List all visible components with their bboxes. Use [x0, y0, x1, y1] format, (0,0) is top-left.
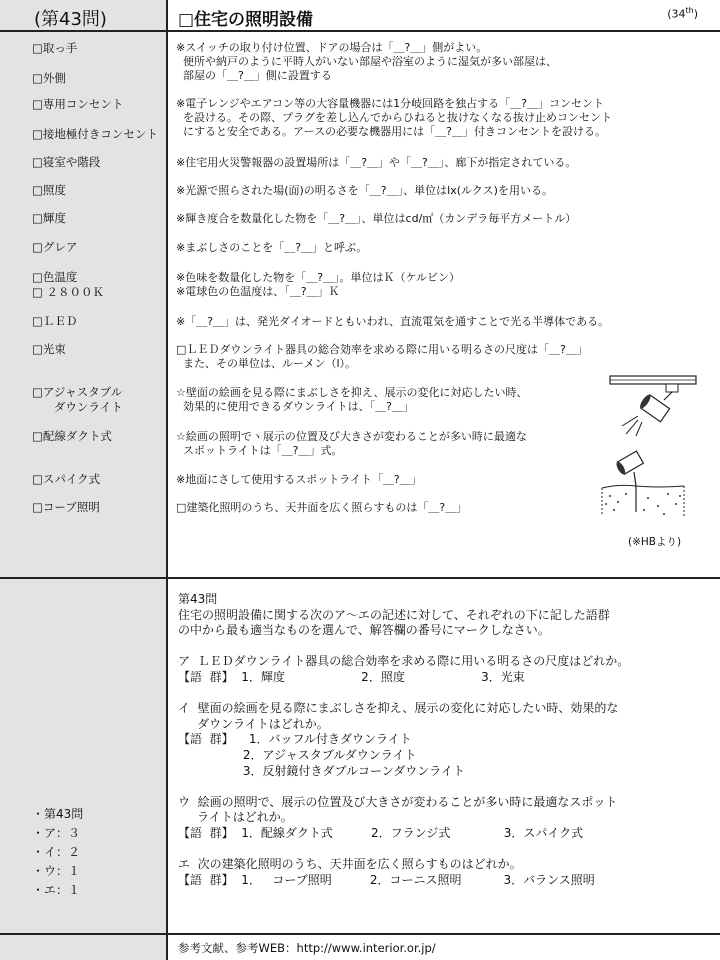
keyword-doorside: □取っ手 □外側 — [32, 41, 78, 85]
keyword-luminance: □輝度 — [32, 211, 66, 225]
desc-luminous-flux: □ＬＥＤダウンライト器具の総合効率を求める際に用いる明るさの尺度は「＿?＿」 また、その単位は、ルーメン（l）。 — [176, 343, 588, 370]
question-number: (第43問) — [34, 9, 107, 30]
keyword-bedroom-stairs: □寝室や階段 — [32, 155, 101, 169]
desc-adjustable-downlight: ☆壁面の絵画を見る際にまぶしさを抑え、展示の変化に対応したい時、 効果的に使用できるダウンライトは、「＿?＿」 — [176, 386, 528, 413]
reference-footer: 参考文献、参考WEB：http://www.interior.or.jp/ — [178, 941, 436, 955]
desc-glare: ※まぶしさのことを「＿?＿」と呼ぶ。 — [176, 241, 368, 254]
keyword-illuminance: □照度 — [32, 183, 66, 197]
keyword-color-temperature: □色温度 □ ２８００Ｋ — [32, 270, 105, 299]
page-reference: (34th) — [667, 6, 698, 21]
desc-luminance: ※輝き度合を数量化した物を「＿?＿」、単位はcd/㎡（カンデラ毎平方メートル） — [176, 212, 577, 225]
desc-outlet: ※電子レンジやエアコン等の大容量機器には1分岐回路を独占する「＿?＿」コンセント を設ける。その際、プラグを差し込んでからひねると抜けなくなる抜け止めコンセント にすると安全である。アースの必要な機器用には「＿?＿」付きコンセントを設ける。 — [176, 97, 612, 138]
keyword-outlet: □専用コンセント □接地極付きコンセント — [32, 97, 158, 141]
desc-fire-alarm: ※住宅用火災警報器の設置場所は「＿?＿」や「＿?＿」、廊下が指定されている。 — [176, 156, 577, 169]
track-spotlight-illustration — [608, 370, 698, 440]
desc-spike: ※地面にさして使用するスポットライト「＿?＿」 — [176, 473, 422, 486]
desc-illuminance: ※光源で照らされた場(面)の明るさを「＿?＿」、単位はlx(ルクス)を用いる。 — [176, 184, 553, 197]
question-block — [178, 592, 629, 888]
desc-led: ※「＿?＿」は、発光ダイオードともいわれ、直流電気を通すことで光る半導体である。 — [176, 315, 610, 328]
answer-list: ・第43問 ・ア：３ ・イ：２ ・ウ：１ ・エ：１ — [32, 807, 84, 897]
footer-divider — [0, 933, 720, 935]
spike-spotlight-illustration — [598, 446, 688, 520]
keyword-glare: □グレア — [32, 240, 78, 254]
desc-switch-position: ※スイッチの取り付け位置、ドアの場合は「＿?＿」側がよい。 便所や納戸のように平時人がいない部屋や浴室のように湿気が多い部屋は、 部屋の「＿?＿」側に設置する — [176, 41, 557, 82]
keyword-wiring-duct: □配線ダクト式 — [32, 429, 112, 443]
question-text: 住宅の照明設備に関する次のア～エの記述に対して、それぞれの下に記した語群 の中から最も適当なものを選んで、解答欄の番号にマークしなさい。 ア ＬＥＤダウンライト器具の総合効率を求める際に用いる明るさの尺度はどれか。 【語 群】 1．輝度 2．照度 3．光束 イ 壁面の絵画を見る際にまぶしさを抑え、展示の変化に対応したい時、効果的な ダウンライトはどれか。 【語 群】 1．バッフル付きダウンライト 2．アジャスタブルダウンライト 3．反射鏡付きダブルコーンダウンライト ウ 絵画の照明で、展示の位置及び大きさが変わることが多い時に最適なスポット ライトはどれか。 【語 群】 1．配線ダクト式 2．フランジ式 3．スパイク式 エ 次の建築化照明のうち、天井面を広く照らすものはどれか。 【語 群】 1． コーブ照明 2．コーニス照明 3．バランス照明 — [178, 607, 630, 887]
section-divider — [0, 577, 720, 579]
keyword-luminous-flux: □光束 — [32, 342, 66, 356]
page-title: □住宅の照明設備 — [178, 10, 314, 30]
question-heading: 第43問 — [178, 592, 218, 606]
header-divider — [0, 30, 720, 32]
column-divider — [166, 0, 168, 960]
keyword-led: □ＬＥＤ — [32, 314, 78, 328]
image-credit: (※HBより) — [628, 536, 682, 548]
keyword-adjustable-downlight: □アジャスタブル ダウンライト — [32, 385, 123, 414]
keyword-spike: □スパイク式 — [32, 472, 101, 486]
desc-wiring-duct: ☆絵画の照明でヽ展示の位置及び大きさが変わることが多い時に最適な スポットライトは「＿?＿」式。 — [176, 430, 527, 457]
desc-color-temperature: ※色味を数量化した物を「＿?＿」。単位はＫ（ケルビン） ※電球色の色温度は、「＿?＿」Ｋ — [176, 271, 461, 298]
desc-cove-lighting: □建築化照明のうち、天井面を広く照らすものは「＿?＿」 — [176, 501, 468, 514]
keyword-cove-lighting: □コーブ照明 — [32, 500, 100, 514]
